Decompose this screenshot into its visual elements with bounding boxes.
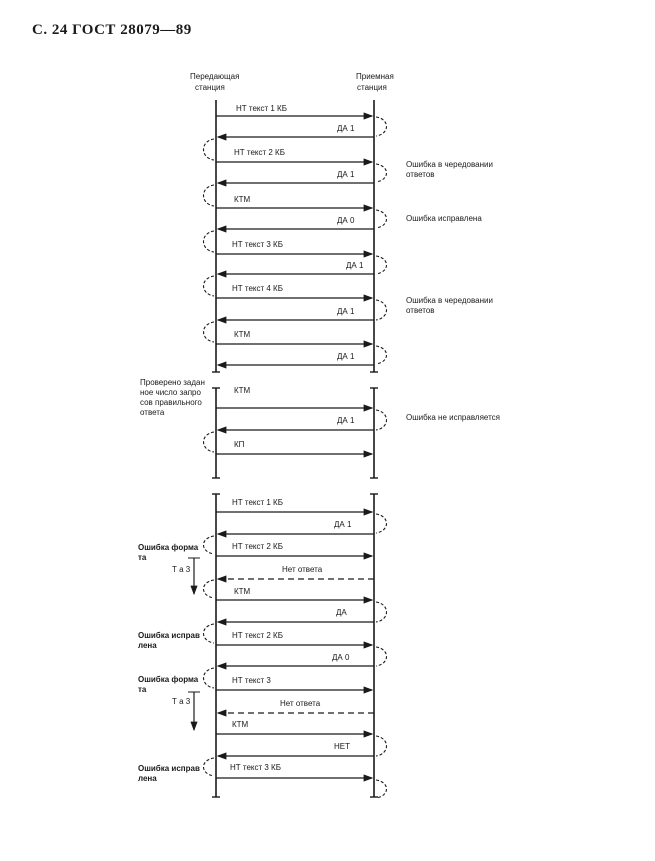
d2-msg-8: ДА 0 <box>332 653 350 662</box>
d2-msg-5: КТМ <box>234 587 251 596</box>
d2-msg-10: Нет ответа <box>280 699 321 708</box>
d2-msg-7: НТ текст 2 КБ <box>232 631 283 640</box>
d2-msg-11: КТМ <box>232 720 249 729</box>
sender-station-label-line2: станция <box>195 83 225 92</box>
d1-msg-4: ДА 1 <box>337 170 355 179</box>
d2-timer-label-2: Т а 3 <box>172 697 191 706</box>
d2-note-format-2: Ошибка форма та <box>138 675 199 694</box>
d2-msg-13: НТ текст 3 КБ <box>230 763 281 772</box>
d1-msg-13: КТМ <box>234 386 251 395</box>
d1-msg-15: КП <box>234 440 245 449</box>
d1-msg-3: НТ текст 2 КБ <box>234 148 285 157</box>
d1-note-error-fixed: Ошибка исправлена <box>406 214 482 223</box>
d1-msg-2: ДА 1 <box>337 124 355 133</box>
d1-msg-14: ДА 1 <box>337 416 355 425</box>
d2-msg-6: ДА <box>336 608 347 617</box>
receiver-station-label-line2: станция <box>357 83 387 92</box>
receiver-station-label-line1: Приемная <box>356 72 394 81</box>
d1-msg-12: ДА 1 <box>337 352 355 361</box>
d2-msg-12: НЕТ <box>334 742 350 751</box>
d2-msg-9: НТ текст 3 <box>232 676 271 685</box>
d2-note-format-1: Ошибка форма та <box>138 543 199 562</box>
d1-note-error-order-2: Ошибка в чередовании ответов <box>406 296 493 315</box>
d2-note-fixed-2: Ошибка исправ лена <box>138 764 200 783</box>
page-header: С. 24 ГОСТ 28079—89 <box>32 22 192 38</box>
d2-note-fixed-1: Ошибка исправ лена <box>138 631 200 650</box>
sender-station-label-line1: Передающая <box>190 72 240 81</box>
d1-msg-10: ДА 1 <box>337 307 355 316</box>
d2-timer-label-1: Т а 3 <box>172 565 191 574</box>
d2-msg-3: НТ текст 2 КБ <box>232 542 283 551</box>
d1-msg-11: КТМ <box>234 330 251 339</box>
d1-msg-1: НТ текст 1 КБ <box>236 104 287 113</box>
d2-msg-1: НТ текст 1 КБ <box>232 498 283 507</box>
d1-note-error-order-1: Ошибка в чередовании ответов <box>406 160 493 179</box>
d1-msg-8: ДА 1 <box>346 261 364 270</box>
d1-note-checked: Проверено задан ное число запро сов правильного ответа <box>140 378 205 417</box>
d1-msg-5: КТМ <box>234 195 251 204</box>
d2-msg-2: ДА 1 <box>334 520 352 529</box>
d2-msg-4: Нет ответа <box>282 565 323 574</box>
d1-msg-6: ДА 0 <box>337 216 355 225</box>
d1-note-error-not-fixed: Ошибка не исправляется <box>406 413 500 422</box>
d1-msg-7: НТ текст 3 КБ <box>232 240 283 249</box>
d1-msg-9: НТ текст 4 КБ <box>232 284 283 293</box>
